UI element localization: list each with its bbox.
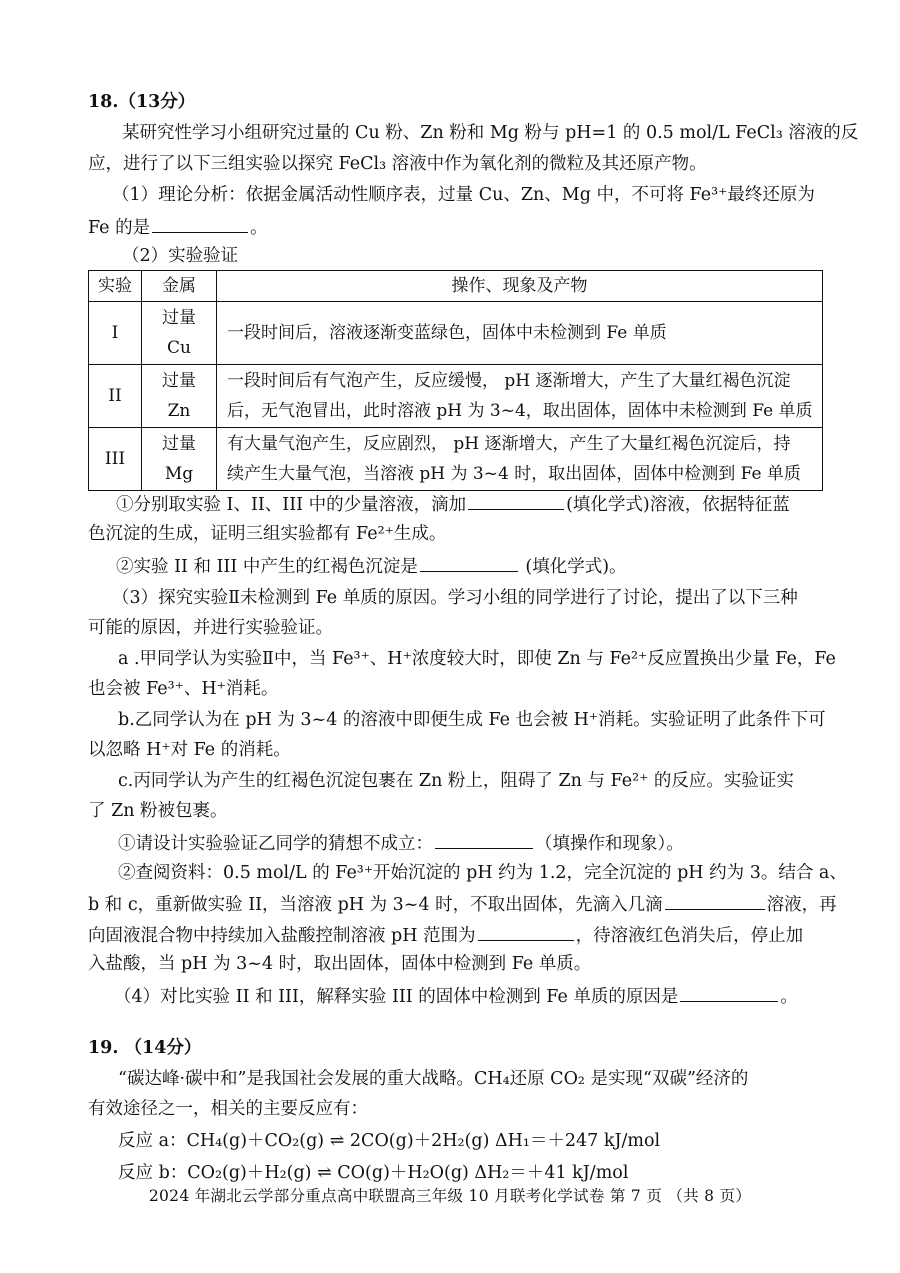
- table-row: [89, 428, 823, 491]
- q18-part2-title: （2）实验验证: [122, 246, 239, 266]
- observation-line: 一段时间后有气泡产生，反应缓慢， pH 逐渐增大，产生了大量红褐色沉淀: [227, 371, 791, 391]
- q18-subq32-line-1: ②查阅资料：0.5 mol/L 的 Fe³⁺开始沉淀的 pH 约为 1.2，完全沉淀的 pH 约为 3。结合 a、: [118, 863, 847, 883]
- q18-subq32-line-3: [88, 922, 803, 948]
- q18-part1-end: 。: [250, 218, 268, 238]
- q18-subq1-line-2: 色沉淀的生成，证明三组实验都有 Fe²⁺生成。: [88, 524, 447, 544]
- q18-part3-line-2: 可能的原因，并进行实验验证。: [88, 618, 333, 638]
- metal-cell: [142, 302, 217, 365]
- metal-name: Mg: [164, 464, 194, 484]
- observation-line: 有大量气泡产生，反应剧烈， pH 逐渐增大，产生了大量红褐色沉淀后，持: [227, 434, 791, 454]
- hypothesis-a-line-2: 也会被 Fe³⁺、H⁺消耗。: [88, 679, 279, 699]
- q18-intro-line-2: 应，进行了以下三组实验以探究 FeCl₃ 溶液中作为氧化剂的微粒及其还原产物。: [88, 154, 707, 174]
- q18-subq2-end: (填化学式)。: [519, 557, 627, 577]
- hypothesis-a-line-1: a .甲同学认为实验Ⅱ中，当 Fe³⁺、H⁺浓度较大时，即使 Zn 与 Fe²⁺反应置换出少量 Fe，Fe: [118, 649, 836, 669]
- q18-subq32-text-2: 溶液，再: [766, 895, 837, 915]
- table-header-cell: 实验: [89, 271, 142, 302]
- q18-subq1-text: ①分别取实验 I、II、III 中的少量溶液，滴加: [116, 495, 467, 515]
- q18-subq31-end: （填操作和现象）。: [535, 834, 684, 854]
- observation-line: 续产生大量气泡，当溶液 pH 为 3~4 时，取出固体，固体中检测到 Fe 单质: [227, 464, 801, 484]
- metal-name: Zn: [167, 401, 191, 421]
- q18-part3-line-1: （3）探究实验Ⅱ未检测到 Fe 单质的原因。学习小组的同学进行了讨论，提出了以下三种: [112, 588, 798, 608]
- answer-blank-2[interactable]: [468, 491, 564, 510]
- q18-intro-line-1: 某研究性学习小组研究过量的 Cu 粉、Zn 粉和 Mg 粉与 pH=1 的 0.5 mol/L FeCl₃ 溶液的反: [122, 123, 859, 143]
- experiment-id: III: [89, 428, 142, 491]
- q18-subq2-line: [116, 553, 627, 579]
- table-header-cell: 金属: [142, 271, 217, 302]
- experiment-id: I: [89, 302, 142, 365]
- q19-intro-line-1: “碳达峰·碳中和”是我国社会发展的重大战略。CH₄还原 CO₂ 是实现“双碳”经济的: [118, 1069, 749, 1089]
- observation-cell: [217, 302, 823, 365]
- metal-cell: [142, 365, 217, 428]
- q18-subq32-text-3: 向固液混合物中持续加入盐酸控制溶液 pH 范围为: [88, 926, 476, 946]
- experiment-table: [88, 270, 823, 491]
- page-footer: 2024 年湖北云学部分重点高中联盟高三年级 10 月联考化学试卷 第 7 页 （共 8 页）: [148, 1187, 752, 1205]
- q18-part1-text: Fe 的是: [88, 218, 151, 238]
- q18-part4-text: （4）对比实验 II 和 III，解释实验 III 的固体中检测到 Fe 单质的原因是: [114, 987, 679, 1007]
- answer-blank-1[interactable]: [152, 214, 248, 233]
- observation-cell: [217, 428, 823, 491]
- q18-subq31-text: ①请设计实验验证乙同学的猜想不成立：: [118, 834, 433, 854]
- hypothesis-c-line-2: 了 Zn 粉被包裹。: [88, 801, 228, 821]
- q18-subq32-text-4: ，待溶液红色消失后，停止加: [575, 926, 804, 946]
- metal-amount: 过量: [162, 434, 196, 454]
- answer-blank-6[interactable]: [478, 922, 574, 941]
- q18-part4-end: 。: [780, 987, 798, 1007]
- hypothesis-c-line-1: c.丙同学认为产生的红褐色沉淀包裹在 Zn 粉上，阻碍了 Zn 与 Fe²⁺ 的反应。实验证实: [118, 771, 794, 791]
- observation-line: 后，无气泡冒出，此时溶液 pH 为 3~4，取出固体，固体中未检测到 Fe 单质: [227, 401, 813, 421]
- answer-blank-5[interactable]: [665, 891, 765, 910]
- reaction-a: 反应 a：CH₄(g)＋CO₂(g) ⇌ 2CO(g)＋2H₂(g) ΔH₁＝＋247 kJ/mol: [118, 1131, 661, 1151]
- q18-part1-line-1: （1）理论分析：依据金属活动性顺序表，过量 Cu、Zn、Mg 中，不可将 Fe³⁺最终还原为: [112, 185, 815, 205]
- q18-subq32-text: b 和 c，重新做实验 II，当溶液 pH 为 3~4 时，不取出固体，先滴入几滴: [88, 895, 663, 915]
- q19-intro-line-2: 有效途径之一，相关的主要反应有：: [88, 1099, 368, 1119]
- q18-part1-line-2: [88, 214, 268, 240]
- observation-cell: [217, 365, 823, 428]
- observation-line: 一段时间后，溶液逐渐变蓝绿色，固体中未检测到 Fe 单质: [227, 323, 667, 343]
- hypothesis-b-line-1: b.乙同学认为在 pH 为 3~4 的溶液中即便生成 Fe 也会被 H⁺消耗。实验证明了此条件下可: [118, 710, 826, 730]
- answer-blank-3[interactable]: [420, 553, 518, 572]
- q18-subq32-line-4: 入盐酸，当 pH 为 3~4 时，取出固体，固体中检测到 Fe 单质。: [88, 954, 592, 974]
- question-18-header: 18.（13分）: [88, 92, 196, 112]
- metal-amount: 过量: [162, 308, 196, 328]
- table-row: [89, 365, 823, 428]
- experiment-id: II: [89, 365, 142, 428]
- question-19-header: 19. （14分）: [88, 1038, 202, 1058]
- table-row: [89, 302, 823, 365]
- answer-blank-4[interactable]: [435, 830, 533, 849]
- metal-cell: [142, 428, 217, 491]
- q18-subq32-line-2: [88, 891, 837, 917]
- q18-subq31-line: [118, 830, 684, 856]
- q18-subq1-text-2: (填化学式)溶液，依据特征蓝: [566, 495, 790, 515]
- table-header-cell: 操作、现象及产物: [217, 271, 823, 302]
- metal-name: Cu: [167, 338, 191, 358]
- answer-blank-7[interactable]: [680, 983, 778, 1002]
- q18-subq2-text: ②实验 II 和 III 中产生的红褐色沉淀是: [116, 557, 418, 577]
- q18-subq1-line-1: [116, 491, 790, 517]
- reaction-b: 反应 b：CO₂(g)＋H₂(g) ⇌ CO(g)＋H₂O(g) ΔH₂＝＋41 kJ/mol: [118, 1163, 629, 1183]
- hypothesis-b-line-2: 以忽略 H⁺对 Fe 的消耗。: [88, 740, 291, 760]
- q18-part4-line: [114, 983, 798, 1009]
- table-header-row: [89, 271, 823, 302]
- metal-amount: 过量: [162, 371, 196, 391]
